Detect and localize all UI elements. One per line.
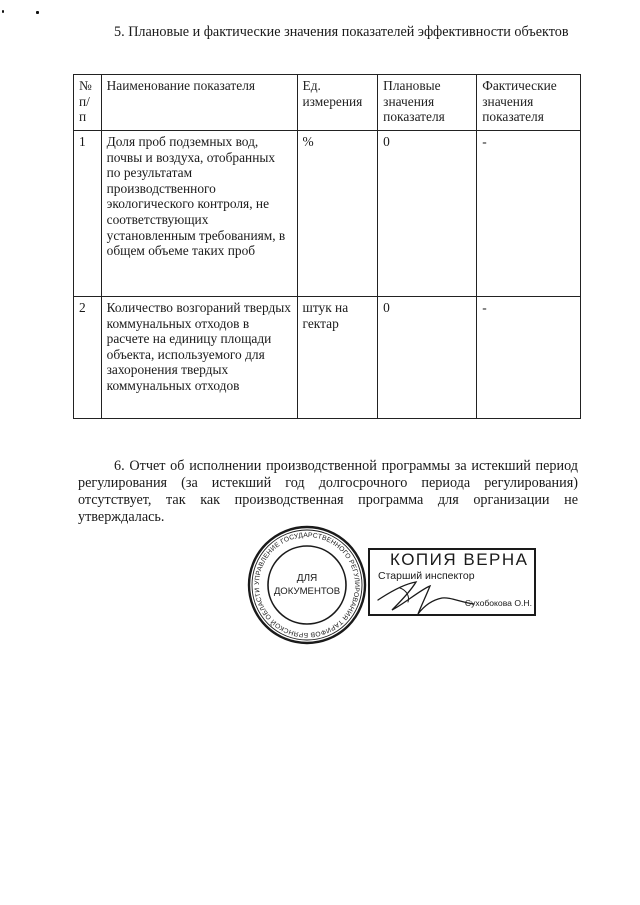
row-actual-value: - bbox=[477, 297, 581, 419]
table-header-row bbox=[74, 75, 581, 131]
handwritten-signature bbox=[370, 570, 480, 622]
row-planned-value: 0 bbox=[378, 297, 477, 419]
header-indicator-name: Наименование показателя bbox=[101, 75, 297, 131]
header-number: № п/п bbox=[74, 75, 102, 131]
table-row bbox=[74, 131, 581, 297]
seal-center-line-1: ДЛЯ bbox=[296, 573, 318, 584]
stamp-inspector-name: Сухобокова О.Н. bbox=[464, 598, 532, 608]
header-unit: Ед. измерения bbox=[297, 75, 378, 131]
seal-graphic bbox=[246, 524, 368, 646]
section-6-paragraph: 6. Отчет об исполнении производственной программы за истекший период регулирования (за истекший год долгосрочного периода регулирования) отсутствует, так как производственная программа для организации не утверждалась. bbox=[78, 458, 578, 525]
row-number: 1 bbox=[74, 131, 102, 297]
seal-center-line-2: ДОКУМЕНТОВ bbox=[273, 586, 341, 597]
row-number: 2 bbox=[74, 297, 102, 419]
signature-graphic bbox=[370, 570, 480, 622]
header-planned-value: Плановые значения показателя bbox=[378, 75, 477, 131]
row-planned-value: 0 bbox=[378, 131, 477, 297]
scan-speck bbox=[36, 11, 39, 14]
row-unit: % bbox=[297, 131, 378, 297]
scan-speck bbox=[2, 10, 4, 13]
row-actual-value: - bbox=[477, 131, 581, 297]
section-5-heading: 5. Плановые и фактические значения показателей эффективности объектов bbox=[114, 24, 569, 40]
row-indicator-name: Количество возгораний твердых коммунальных отходов в расчете на единицу площади объекта, используемого для захоронения твердых коммунальных отходов bbox=[101, 297, 297, 419]
stamp-title: КОПИЯ ВЕРНА bbox=[390, 550, 529, 569]
round-seal bbox=[246, 524, 368, 646]
seal-outer-text: УПРАВЛЕНИЕ ГОСУДАРСТВЕННОГО РЕГУЛИРОВАНИЯ ТАРИФОВ БРЯНСКОЙ ОБЛАСТИ bbox=[253, 531, 361, 639]
header-actual-value: Фактические значения показателя bbox=[477, 75, 581, 131]
stamp-position: Старший инспектор bbox=[378, 570, 475, 582]
kpi-table bbox=[73, 74, 581, 419]
table-row bbox=[74, 297, 581, 419]
row-unit: штук на гектар bbox=[297, 297, 378, 419]
row-indicator-name: Доля проб подземных вод, почвы и воздуха, отобранных по результатам производственного экологического контроля, не соответствующих установленным требованиям, в общем объеме таких проб bbox=[101, 131, 297, 297]
